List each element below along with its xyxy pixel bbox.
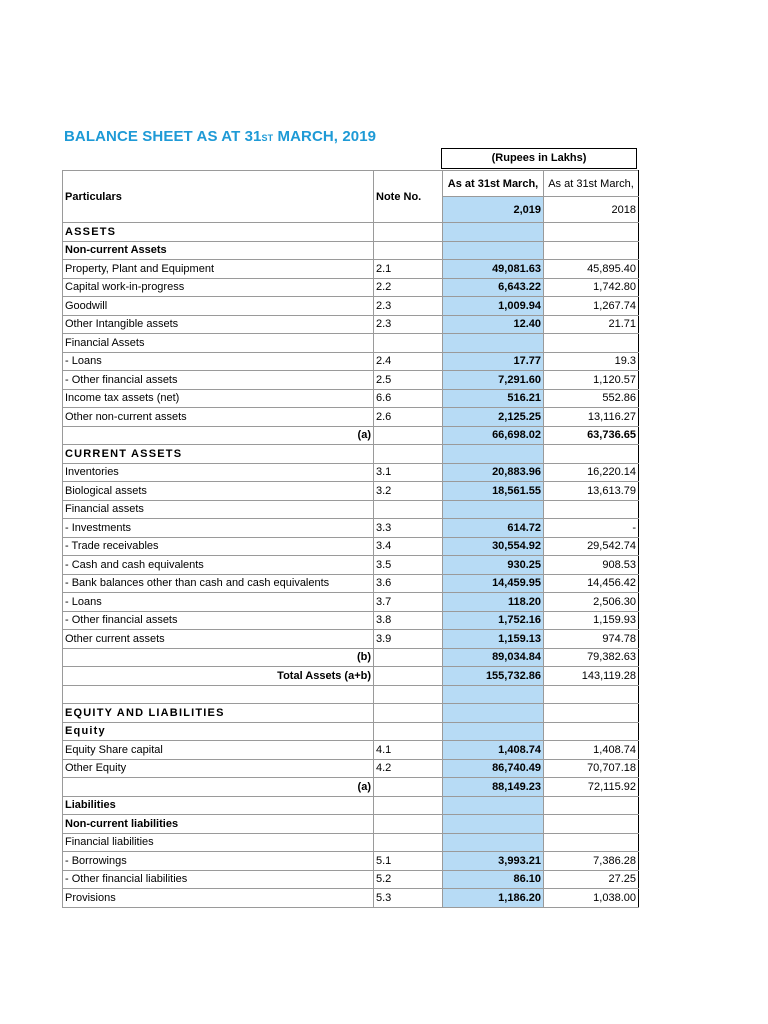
- table-row: [63, 685, 639, 704]
- row-current-year: 1,009.94: [443, 297, 544, 316]
- table-row: [63, 334, 639, 353]
- row-note: 6.6: [374, 389, 443, 408]
- table-row: [63, 500, 639, 519]
- row-previous-year: 70,707.18: [544, 759, 639, 778]
- row-previous-year: [544, 500, 639, 519]
- table-row: [63, 426, 639, 445]
- row-current-year: 20,883.96: [443, 463, 544, 482]
- row-note: 3.4: [374, 537, 443, 556]
- title-suffix: MARCH, 2019: [273, 128, 377, 145]
- row-label: Other Equity: [63, 759, 374, 778]
- row-note: [374, 223, 443, 242]
- table-row: [63, 574, 639, 593]
- row-note: [374, 685, 443, 704]
- row-current-year: 6,643.22: [443, 278, 544, 297]
- row-label: Income tax assets (net): [63, 389, 374, 408]
- row-current-year: [443, 223, 544, 242]
- row-note: [374, 445, 443, 464]
- row-note: 3.7: [374, 593, 443, 612]
- row-note: 3.1: [374, 463, 443, 482]
- table-row: [63, 519, 639, 538]
- table-row: [63, 408, 639, 427]
- table-row: [63, 352, 639, 371]
- row-previous-year: 27.25: [544, 870, 639, 889]
- row-current-year: 89,034.84: [443, 648, 544, 667]
- table-row: [63, 482, 639, 501]
- row-note: [374, 796, 443, 815]
- row-label: Liabilities: [63, 796, 374, 815]
- row-current-year: [443, 815, 544, 834]
- row-note: [374, 815, 443, 834]
- row-previous-year: 7,386.28: [544, 852, 639, 871]
- row-previous-year: 29,542.74: [544, 537, 639, 556]
- row-label: - Borrowings: [63, 852, 374, 871]
- row-note: 2.3: [374, 315, 443, 334]
- row-previous-year: 72,115.92: [544, 778, 639, 797]
- row-note: [374, 648, 443, 667]
- row-note: 3.3: [374, 519, 443, 538]
- row-previous-year: 13,613.79: [544, 482, 639, 501]
- row-previous-year: 2,506.30: [544, 593, 639, 612]
- row-previous-year: 552.86: [544, 389, 639, 408]
- previous-year-value: 2018: [544, 197, 639, 223]
- row-current-year: 86,740.49: [443, 759, 544, 778]
- row-label: Financial Assets: [63, 334, 374, 353]
- row-current-year: [443, 796, 544, 815]
- title-superscript: ST: [261, 133, 274, 143]
- row-label: (a): [63, 426, 374, 445]
- row-label: - Investments: [63, 519, 374, 538]
- row-note: 3.8: [374, 611, 443, 630]
- row-current-year: 1,408.74: [443, 741, 544, 760]
- row-note: [374, 667, 443, 686]
- row-label: Provisions: [63, 889, 374, 908]
- row-previous-year: [544, 796, 639, 815]
- table-row: [63, 611, 639, 630]
- row-current-year: [443, 445, 544, 464]
- row-current-year: 155,732.86: [443, 667, 544, 686]
- table-row: [63, 537, 639, 556]
- row-previous-year: 1,408.74: [544, 741, 639, 760]
- row-label: - Cash and cash equivalents: [63, 556, 374, 575]
- row-previous-year: 19.3: [544, 352, 639, 371]
- row-note: [374, 778, 443, 797]
- table-row: [63, 667, 639, 686]
- table-row: [63, 278, 639, 297]
- note-header: Note No.: [374, 171, 443, 223]
- table-row: [63, 704, 639, 723]
- row-note: 3.2: [374, 482, 443, 501]
- row-note: [374, 722, 443, 741]
- balance-sheet-table: [62, 170, 639, 908]
- row-label: Inventories: [63, 463, 374, 482]
- row-current-year: 30,554.92: [443, 537, 544, 556]
- row-current-year: 12.40: [443, 315, 544, 334]
- table-row: [63, 741, 639, 760]
- row-current-year: [443, 704, 544, 723]
- row-previous-year: 1,038.00: [544, 889, 639, 908]
- row-current-year: 66,698.02: [443, 426, 544, 445]
- row-note: [374, 500, 443, 519]
- row-previous-year: [544, 241, 639, 260]
- row-note: 4.1: [374, 741, 443, 760]
- row-label: - Bank balances other than cash and cash equivalents: [63, 574, 374, 593]
- row-previous-year: [544, 445, 639, 464]
- row-label: Financial liabilities: [63, 833, 374, 852]
- row-label: - Other financial assets: [63, 611, 374, 630]
- row-label: Equity Share capital: [63, 741, 374, 760]
- table-row: [63, 260, 639, 279]
- row-current-year: [443, 241, 544, 260]
- row-previous-year: 79,382.63: [544, 648, 639, 667]
- table-row: [63, 722, 639, 741]
- table-row: [63, 833, 639, 852]
- row-note: 5.3: [374, 889, 443, 908]
- row-previous-year: 974.78: [544, 630, 639, 649]
- row-current-year: [443, 685, 544, 704]
- row-label: - Loans: [63, 352, 374, 371]
- row-previous-year: 1,120.57: [544, 371, 639, 390]
- row-current-year: 86.10: [443, 870, 544, 889]
- row-label: Biological assets: [63, 482, 374, 501]
- row-label: Non-current liabilities: [63, 815, 374, 834]
- row-current-year: [443, 833, 544, 852]
- table-row: [63, 630, 639, 649]
- row-previous-year: 14,456.42: [544, 574, 639, 593]
- table-row: [63, 889, 639, 908]
- row-current-year: 88,149.23: [443, 778, 544, 797]
- row-current-year: [443, 500, 544, 519]
- row-label: Equity: [63, 722, 374, 741]
- row-current-year: 1,186.20: [443, 889, 544, 908]
- row-previous-year: 45,895.40: [544, 260, 639, 279]
- table-row: [63, 445, 639, 464]
- row-note: 5.2: [374, 870, 443, 889]
- row-label: Capital work-in-progress: [63, 278, 374, 297]
- table-row: [63, 852, 639, 871]
- unit-label: (Rupees in Lakhs): [441, 148, 637, 169]
- row-note: [374, 833, 443, 852]
- row-label: (a): [63, 778, 374, 797]
- row-label: Other Intangible assets: [63, 315, 374, 334]
- row-previous-year: 1,159.93: [544, 611, 639, 630]
- row-note: 3.9: [374, 630, 443, 649]
- row-previous-year: -: [544, 519, 639, 538]
- current-year-value: 2,019: [443, 197, 544, 223]
- row-current-year: 930.25: [443, 556, 544, 575]
- row-previous-year: 63,736.65: [544, 426, 639, 445]
- row-label: Non-current Assets: [63, 241, 374, 260]
- row-note: 2.2: [374, 278, 443, 297]
- row-previous-year: [544, 722, 639, 741]
- row-current-year: 2,125.25: [443, 408, 544, 427]
- row-note: 2.1: [374, 260, 443, 279]
- particulars-header: Particulars: [63, 171, 374, 223]
- table-row: [63, 593, 639, 612]
- row-label: EQUITY AND LIABILITIES: [63, 704, 374, 723]
- table-row: [63, 759, 639, 778]
- table-row: [63, 870, 639, 889]
- row-current-year: [443, 334, 544, 353]
- row-previous-year: 143,119.28: [544, 667, 639, 686]
- current-year-header: As at 31st March,: [443, 171, 544, 197]
- row-current-year: 1,159.13: [443, 630, 544, 649]
- header-row: [63, 171, 639, 197]
- row-note: [374, 704, 443, 723]
- row-previous-year: [544, 685, 639, 704]
- row-label: (b): [63, 648, 374, 667]
- row-current-year: 7,291.60: [443, 371, 544, 390]
- table-row: [63, 796, 639, 815]
- table-row: [63, 778, 639, 797]
- previous-year-header: As at 31st March,: [544, 171, 639, 197]
- row-previous-year: [544, 815, 639, 834]
- row-label: - Other financial assets: [63, 371, 374, 390]
- row-label: CURRENT ASSETS: [63, 445, 374, 464]
- row-label: - Other financial liabilities: [63, 870, 374, 889]
- row-label: Goodwill: [63, 297, 374, 316]
- row-note: 2.6: [374, 408, 443, 427]
- row-note: 5.1: [374, 852, 443, 871]
- table-row: [63, 297, 639, 316]
- row-label: - Loans: [63, 593, 374, 612]
- row-previous-year: 21.71: [544, 315, 639, 334]
- row-previous-year: [544, 223, 639, 242]
- row-previous-year: 13,116.27: [544, 408, 639, 427]
- table-row: [63, 463, 639, 482]
- table-row: [63, 241, 639, 260]
- row-label: [63, 685, 374, 704]
- row-previous-year: 1,742.80: [544, 278, 639, 297]
- row-label: Total Assets (a+b): [63, 667, 374, 686]
- row-current-year: 516.21: [443, 389, 544, 408]
- table-row: [63, 315, 639, 334]
- row-current-year: 118.20: [443, 593, 544, 612]
- row-note: [374, 241, 443, 260]
- row-label: Property, Plant and Equipment: [63, 260, 374, 279]
- row-previous-year: 16,220.14: [544, 463, 639, 482]
- row-current-year: 17.77: [443, 352, 544, 371]
- table-row: [63, 371, 639, 390]
- row-note: 4.2: [374, 759, 443, 778]
- row-previous-year: 908.53: [544, 556, 639, 575]
- row-current-year: 1,752.16: [443, 611, 544, 630]
- row-note: 2.4: [374, 352, 443, 371]
- row-current-year: 614.72: [443, 519, 544, 538]
- row-note: 3.5: [374, 556, 443, 575]
- row-note: [374, 426, 443, 445]
- row-note: [374, 334, 443, 353]
- row-previous-year: 1,267.74: [544, 297, 639, 316]
- row-previous-year: [544, 334, 639, 353]
- row-label: - Trade receivables: [63, 537, 374, 556]
- table-row: [63, 223, 639, 242]
- table-row: [63, 648, 639, 667]
- row-note: 2.5: [374, 371, 443, 390]
- row-note: 2.3: [374, 297, 443, 316]
- table-row: [63, 389, 639, 408]
- row-label: Other current assets: [63, 630, 374, 649]
- row-previous-year: [544, 833, 639, 852]
- row-label: Other non-current assets: [63, 408, 374, 427]
- title-prefix: BALANCE SHEET AS AT 31: [64, 128, 262, 145]
- row-current-year: 14,459.95: [443, 574, 544, 593]
- row-label: Financial assets: [63, 500, 374, 519]
- row-current-year: 18,561.55: [443, 482, 544, 501]
- table-row: [63, 556, 639, 575]
- row-previous-year: [544, 704, 639, 723]
- row-current-year: [443, 722, 544, 741]
- row-current-year: 49,081.63: [443, 260, 544, 279]
- table-row: [63, 815, 639, 834]
- page-title: [64, 128, 376, 145]
- row-note: 3.6: [374, 574, 443, 593]
- row-current-year: 3,993.21: [443, 852, 544, 871]
- row-label: ASSETS: [63, 223, 374, 242]
